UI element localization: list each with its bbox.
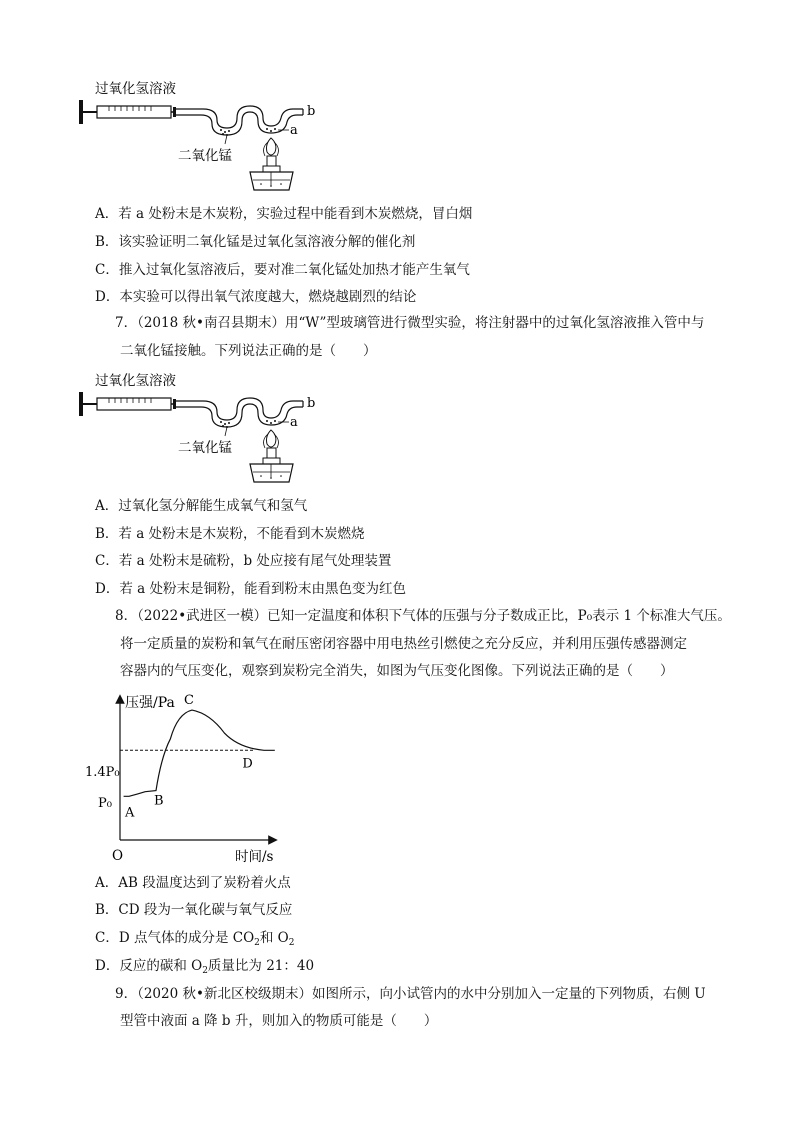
label-b: b <box>307 396 316 411</box>
x-axis-label: 时间/s <box>235 849 274 865</box>
y-tick-p0: P₀ <box>98 796 112 811</box>
option-1b: B．该实验证明二氧化锰是过氧化氢溶液分解的催化剂 <box>95 234 416 250</box>
option-8d: D．反应的碳和 $O_2$质量比为 21：40 <box>95 958 315 976</box>
option-8a: A．AB 段温度达到了炭粉着火点 <box>95 875 291 891</box>
question-8-line-1: 8．（2022•武进区一模）已知一定温度和体积下气体的压强与分子数成正比，P₀表示 1 个标准大气压。 <box>115 608 731 624</box>
origin-label: O <box>112 848 124 864</box>
label-a: a <box>290 415 298 430</box>
option-8c: C．D 点气体的成分是 $CO_2$和 $O_2$ <box>95 930 295 948</box>
y-axis-label: 压强/Pa <box>125 695 175 711</box>
w-tube-apparatus-figure-1 <box>75 78 335 196</box>
point-label-d: D <box>242 756 253 772</box>
option-8b: B．CD 段为一氧化碳与氧气反应 <box>95 902 293 918</box>
option-1d: D．本实验可以得出氧气浓度越大，燃烧越剧烈的结论 <box>95 289 417 305</box>
w-tube-apparatus-figure-2 <box>75 370 335 488</box>
point-label-b: B <box>154 793 164 809</box>
question-8-line-2: 将一定质量的炭粉和氧气在耐压密闭容器中用电热丝引燃使之充分反应，并利用压强传感器测定 <box>120 636 687 652</box>
question-9-line-1: 9．（2020 秋•新北区校级期末）如图所示，向小试管内的水中分别加入一定量的下列物质，右侧 U <box>115 986 706 1002</box>
label-b: b <box>307 104 316 119</box>
question-9-line-2: 型管中液面 a 降 b 升，则加入的物质可能是（ ） <box>120 1013 438 1029</box>
option-7c: C．若 a 处粉末是硫粉，b 处应接有尾气处理装置 <box>95 553 392 569</box>
pressure-curve <box>124 710 275 796</box>
option-1c: C．推入过氧化氢溶液后，要对准二氧化锰处加热才能产生氧气 <box>95 262 470 278</box>
label-a: a <box>290 123 298 138</box>
label-manganese-dioxide: 二氧化锰 <box>178 440 232 456</box>
question-7-line-1: 7．（2018 秋•南召县期末）用“W”型玻璃管进行微型实验，将注射器中的过氧化氢溶液推入管中与 <box>115 315 705 331</box>
question-7-line-2: 二氧化锰接触。下列说法正确的是（ ） <box>120 343 377 359</box>
option-7a: A．过氧化氢分解能生成氧气和氢气 <box>95 498 308 514</box>
label-hydrogen-peroxide: 过氧化氢溶液 <box>95 373 176 389</box>
label-hydrogen-peroxide: 过氧化氢溶液 <box>95 81 176 97</box>
pressure-time-chart <box>85 685 285 865</box>
option-7b: B．若 a 处粉末是木炭粉，不能看到木炭燃烧 <box>95 526 365 542</box>
y-tick-1-4p0: 1.4P₀ <box>85 765 120 780</box>
option-7d: D．若 a 处粉末是铜粉，能看到粉末由黑色变为红色 <box>95 581 406 597</box>
label-manganese-dioxide: 二氧化锰 <box>178 148 232 164</box>
option-1a: A．若 a 处粉末是木炭粉，实验过程中能看到木炭燃烧，冒白烟 <box>95 206 473 222</box>
question-8-line-3: 容器内的气压变化，观察到炭粉完全消失，如图为气压变化图像。下列说法正确的是（ ） <box>120 663 674 679</box>
point-label-c: C <box>184 693 194 709</box>
point-label-a: A <box>125 805 135 821</box>
